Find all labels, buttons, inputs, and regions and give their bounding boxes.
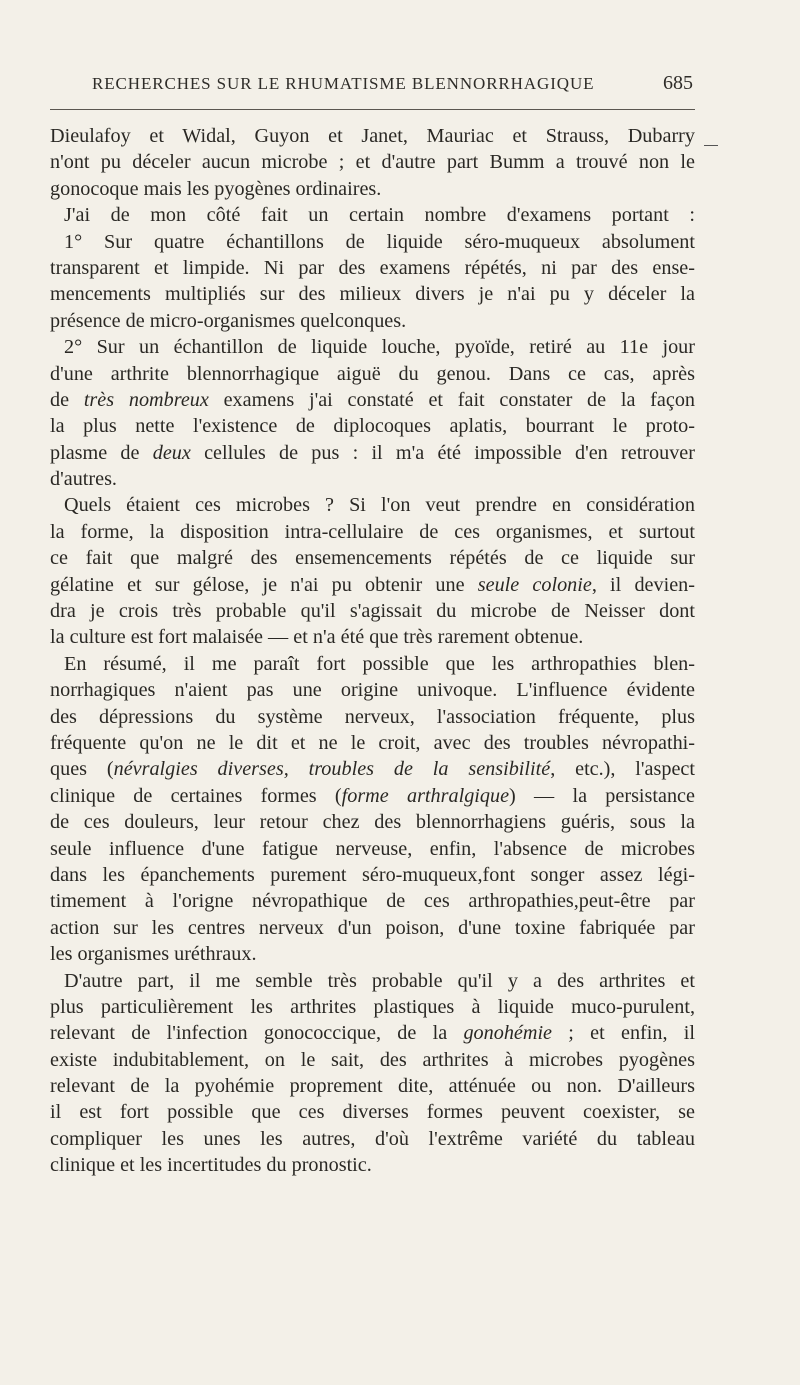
italic-text: deux — [152, 441, 191, 464]
text-line — [50, 492, 695, 518]
line-text: d'une arthrite blennorrhagique aiguë du genou. Dans ce cas, après — [50, 362, 695, 385]
text-line — [50, 466, 695, 492]
line-text: action sur les centres nerveux d'un poison, d'une toxine fabriquée par — [50, 916, 695, 939]
line-text: existe indubitablement, on le sait, des arthrites à microbes pyogènes — [50, 1048, 695, 1071]
text-line — [50, 1047, 695, 1073]
line-text: gélatine et sur gélose, je n'ai pu obtenir une — [50, 573, 478, 596]
text-line — [50, 756, 695, 782]
line-text: cellules de pus : il m'a été impossible d'en retrouver — [190, 441, 695, 464]
text-line — [50, 334, 695, 360]
line-text: présence de micro-organismes quelconques. — [50, 309, 407, 332]
line-text: la plus nette l'existence de diplocoques aplatis, bourrant le proto- — [50, 415, 695, 438]
text-line — [50, 387, 695, 413]
line-text: la culture est fort malaisée — et n'a été que très rarement obtenue. — [50, 626, 584, 649]
text-line — [50, 413, 695, 439]
line-text: des dépressions du système nerveux, l'association fréquente, plus — [50, 705, 695, 728]
text-line — [50, 677, 695, 703]
text-line — [50, 888, 695, 914]
line-text: Dieulafoy et Widal, Guyon et Janet, Mauriac et Strauss, Dubarry — [50, 125, 695, 147]
line-text: de — [50, 388, 84, 411]
text-line — [50, 572, 695, 598]
text-line — [50, 994, 695, 1020]
italic-text: gonohémie — [463, 1022, 553, 1045]
text-line — [50, 941, 695, 967]
text-line — [50, 149, 695, 175]
text-line — [50, 598, 695, 624]
line-text: clinique et les incertitudes du pronostic. — [50, 1154, 372, 1177]
line-text: En résumé, il me paraît fort possible que les arthropathies blen- — [64, 652, 695, 675]
italic-text: très nombreux — [83, 388, 209, 411]
text-line — [50, 176, 695, 202]
line-text: relevant de l'infection gonococcique, de la — [50, 1022, 464, 1045]
line-text: ) — la persistance — [509, 784, 695, 807]
running-title: RECHERCHES SUR LE RHUMATISME BLENNORRHAGIQUE — [92, 74, 595, 93]
text-line — [50, 308, 695, 334]
italic-text: seule colonie — [477, 573, 592, 596]
line-text: la forme, la disposition intra-cellulaire de ces organismes, et surtout — [50, 520, 695, 543]
line-text: 1° Sur quatre échantillons de liquide séro-muqueux absolument — [64, 230, 695, 253]
line-text: fréquente qu'on ne le dit et ne le croit, avec des troubles névropathi- — [50, 731, 695, 754]
line-text: D'autre part, il me semble très probable qu'il y a des arthrites et — [64, 969, 695, 992]
text-line — [50, 730, 695, 756]
line-text: dans les épanchements purement séro-muqueux,font songer assez légi- — [50, 863, 695, 886]
page-number: 685 — [663, 72, 693, 94]
line-text: norrhagiques n'aient pas une origine univoque. L'influence évidente — [50, 679, 695, 702]
text-line — [50, 519, 695, 545]
margin-mark — [704, 145, 718, 146]
line-text: ques ( — [50, 758, 114, 781]
body-text — [50, 123, 695, 1179]
line-text: examens j'ai constaté et fait constater de la façon — [208, 388, 696, 411]
line-text: les organismes uréthraux. — [50, 943, 257, 966]
line-text: mencements multipliés sur des milieux divers je n'ai pu y déceler la — [50, 283, 695, 306]
header-rule — [50, 109, 695, 110]
text-line — [50, 1126, 695, 1152]
italic-text: forme arthralgique — [341, 784, 510, 807]
text-line — [50, 704, 695, 730]
line-text: , etc.), l'aspect — [550, 758, 695, 781]
line-text: Quels étaient ces microbes ? Si l'on veut prendre en considération — [64, 494, 695, 517]
line-text: clinique de certaines formes ( — [50, 784, 342, 807]
line-text: timement à l'origne névropathique de ces arthropathies,peut-être par — [50, 890, 695, 913]
line-text: plasme de — [50, 441, 153, 464]
line-text: compliquer les unes les autres, d'où l'extrême variété du tableau — [50, 1127, 695, 1150]
text-line — [50, 836, 695, 862]
line-text: n'ont pu déceler aucun microbe ; et d'autre part Bumm a trouvé non le — [50, 151, 695, 174]
text-line — [50, 281, 695, 307]
text-line — [50, 440, 695, 466]
text-line — [50, 809, 695, 835]
text-line — [50, 229, 695, 255]
line-text: relevant de la pyohémie proprement dite, atténuée ou non. D'ailleurs — [50, 1075, 695, 1098]
text-line — [50, 624, 695, 650]
text-line — [50, 862, 695, 888]
line-text: , il devien- — [591, 573, 695, 596]
italic-text: névralgies diverses, troubles de la sensibilité — [113, 758, 551, 781]
text-line — [50, 651, 695, 677]
line-text: de ces douleurs, leur retour chez des blennorrhagiens guéris, sous la — [50, 811, 695, 834]
text-line — [50, 1073, 695, 1099]
line-text: d'autres. — [50, 468, 117, 491]
text-line — [50, 123, 695, 149]
line-text: seule influence d'une fatigue nerveuse, enfin, l'absence de microbes — [50, 837, 695, 860]
line-text: ; et enfin, il — [552, 1022, 695, 1045]
text-line — [50, 1152, 695, 1178]
line-text: gonocoque mais les pyogènes ordinaires. — [50, 177, 382, 200]
line-text: 2° Sur un échantillon de liquide louche, pyoïde, retiré au 11e jour — [64, 336, 695, 359]
text-line — [50, 255, 695, 281]
text-line — [50, 1099, 695, 1125]
line-text: ce fait que malgré des ensemencements répétés de ce liquide sur — [50, 547, 695, 570]
line-text: transparent et limpide. Ni par des examens répétés, ni par des ense- — [50, 256, 695, 279]
line-text: plus particulièrement les arthrites plastiques à liquide muco-purulent, — [50, 995, 695, 1018]
text-line — [50, 202, 695, 228]
text-line — [50, 968, 695, 994]
line-text: il est fort possible que ces diverses formes peuvent coexister, se — [50, 1101, 695, 1124]
text-line — [50, 783, 695, 809]
text-line — [50, 1020, 695, 1046]
text-line — [50, 545, 695, 571]
running-header — [50, 74, 695, 100]
line-text: J'ai de mon côté fait un certain nombre d'examens portant : — [64, 204, 695, 227]
line-text: dra je crois très probable qu'il s'agissait du microbe de Neisser dont — [50, 600, 695, 623]
text-line — [50, 361, 695, 387]
text-line — [50, 915, 695, 941]
